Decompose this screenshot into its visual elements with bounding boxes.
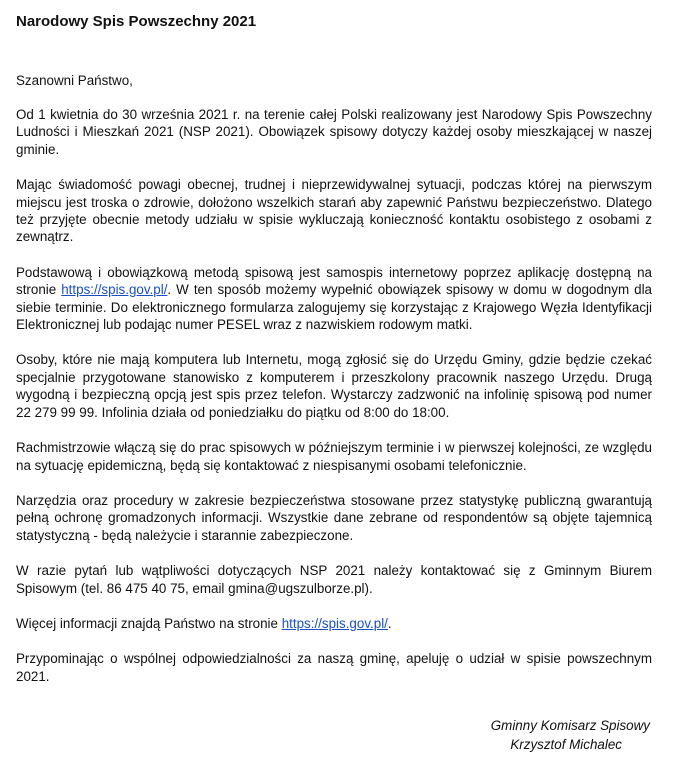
paragraph-data-protection: Narzędzia oraz procedury w zakresie bezpieczeństwa stosowane przez statystykę publiczną gwarantują pełną ochronę gromadzonych informacji. Wszystkie dane zebrane od respondentów są objęte tajemnicą statystyczną - będą należycie i starannie zabezpieczone.: [16, 492, 652, 543]
paragraph-safety: Mając świadomość powagi obecnej, trudnej i nieprzewidywalnej sytuacji, podczas której na pierwszym miejscu jest troska o zdrowie, dołożono wszelkich starań aby zapewnić Państwu bezpieczeństwo. Dlatego też przyjęte obecnie metody udziału w spisie wykluczają konieczność kontaktu osobistego z osobami z zewnątrz.: [16, 177, 652, 245]
census-website-link[interactable]: https://spis.gov.pl/: [61, 282, 168, 298]
paragraph-self-census: [16, 264, 652, 334]
paragraph-appeal: Przypominając o wspólnej odpowiedzialności za naszą gminę, apeluję o udział w spisie powszechnym 2021.: [16, 651, 652, 684]
signature-role: Gminny Komisarz Spisowy: [490, 718, 650, 733]
document-title: Narodowy Spis Powszechny 2021: [16, 13, 257, 30]
more-info-link[interactable]: https://spis.gov.pl/: [281, 615, 388, 631]
paragraph-contact: W razie pytań lub wątpliwości dotyczących NSP 2021 należy kontaktować się z Gminnym Biurem Spisowym (tel. 86 475 40 75, email gmina@ugszulborze.pl).: [16, 563, 652, 596]
paragraph-census-intro: Od 1 kwietnia do 30 września 2021 r. na terenie całej Polski realizowany jest Narodowy Spis Powszechny Ludności i Mieszkań 2021 (NSP 2021). Obowiązek spisowy dotyczy każdej osoby mieszkającej w naszej gminie.: [16, 107, 652, 157]
signature-name: Krzysztof Michalec: [510, 737, 622, 752]
paragraph-phone-option: Osoby, które nie mają komputera lub Internetu, mogą zgłosić się do Urzędu Gminy, gdzie będzie czekać specjalnie przygotowane stanowisko z komputerem i przeszkolony pracownik naszego Urzędu. Drugą wygodną i bezpieczną opcją jest spis przez telefon. Wystarczy zadzwonić na infolinię spisową pod numer 22 279 99 99. Infolinia działa od poniedziałku do piątku od 8:00 do 18:00.: [16, 352, 652, 420]
paragraph-self-census-text-start: Podstawową i obowiązkową metodą spisową jest samospis internetowy poprzez aplikację dostępną na stronie: [16, 264, 652, 298]
paragraph-enumerators: Rachmistrzowie włączą się do prac spisowych w późniejszym terminie i w pierwszej kolejności, ze względu na sytuację epidemiczną, będą się kontaktować z niespisanymi osobami telefonicznie.: [16, 440, 652, 473]
paragraph-self-census-text-end: . W ten sposób możemy wypełnić obowiązek spisowy w domu w dogodnym dla siebie terminie. Do elektronicznego formularza zalogujemy się korzystając z Krajowego Węzła Identyfikacji Elektronicznej lub podając numer PESEL wraz z nazwiskiem rodowym matki.: [16, 282, 652, 333]
paragraph-more-info-text-start: Więcej informacji znajdą Państwo na stronie: [16, 615, 282, 631]
signature-block: [491, 716, 650, 754]
paragraph-more-info-text-end: .: [387, 615, 392, 631]
paragraph-more-info: [16, 615, 652, 632]
letter-body: [16, 106, 652, 703]
greeting: Szanowni Państwo,: [16, 73, 133, 88]
